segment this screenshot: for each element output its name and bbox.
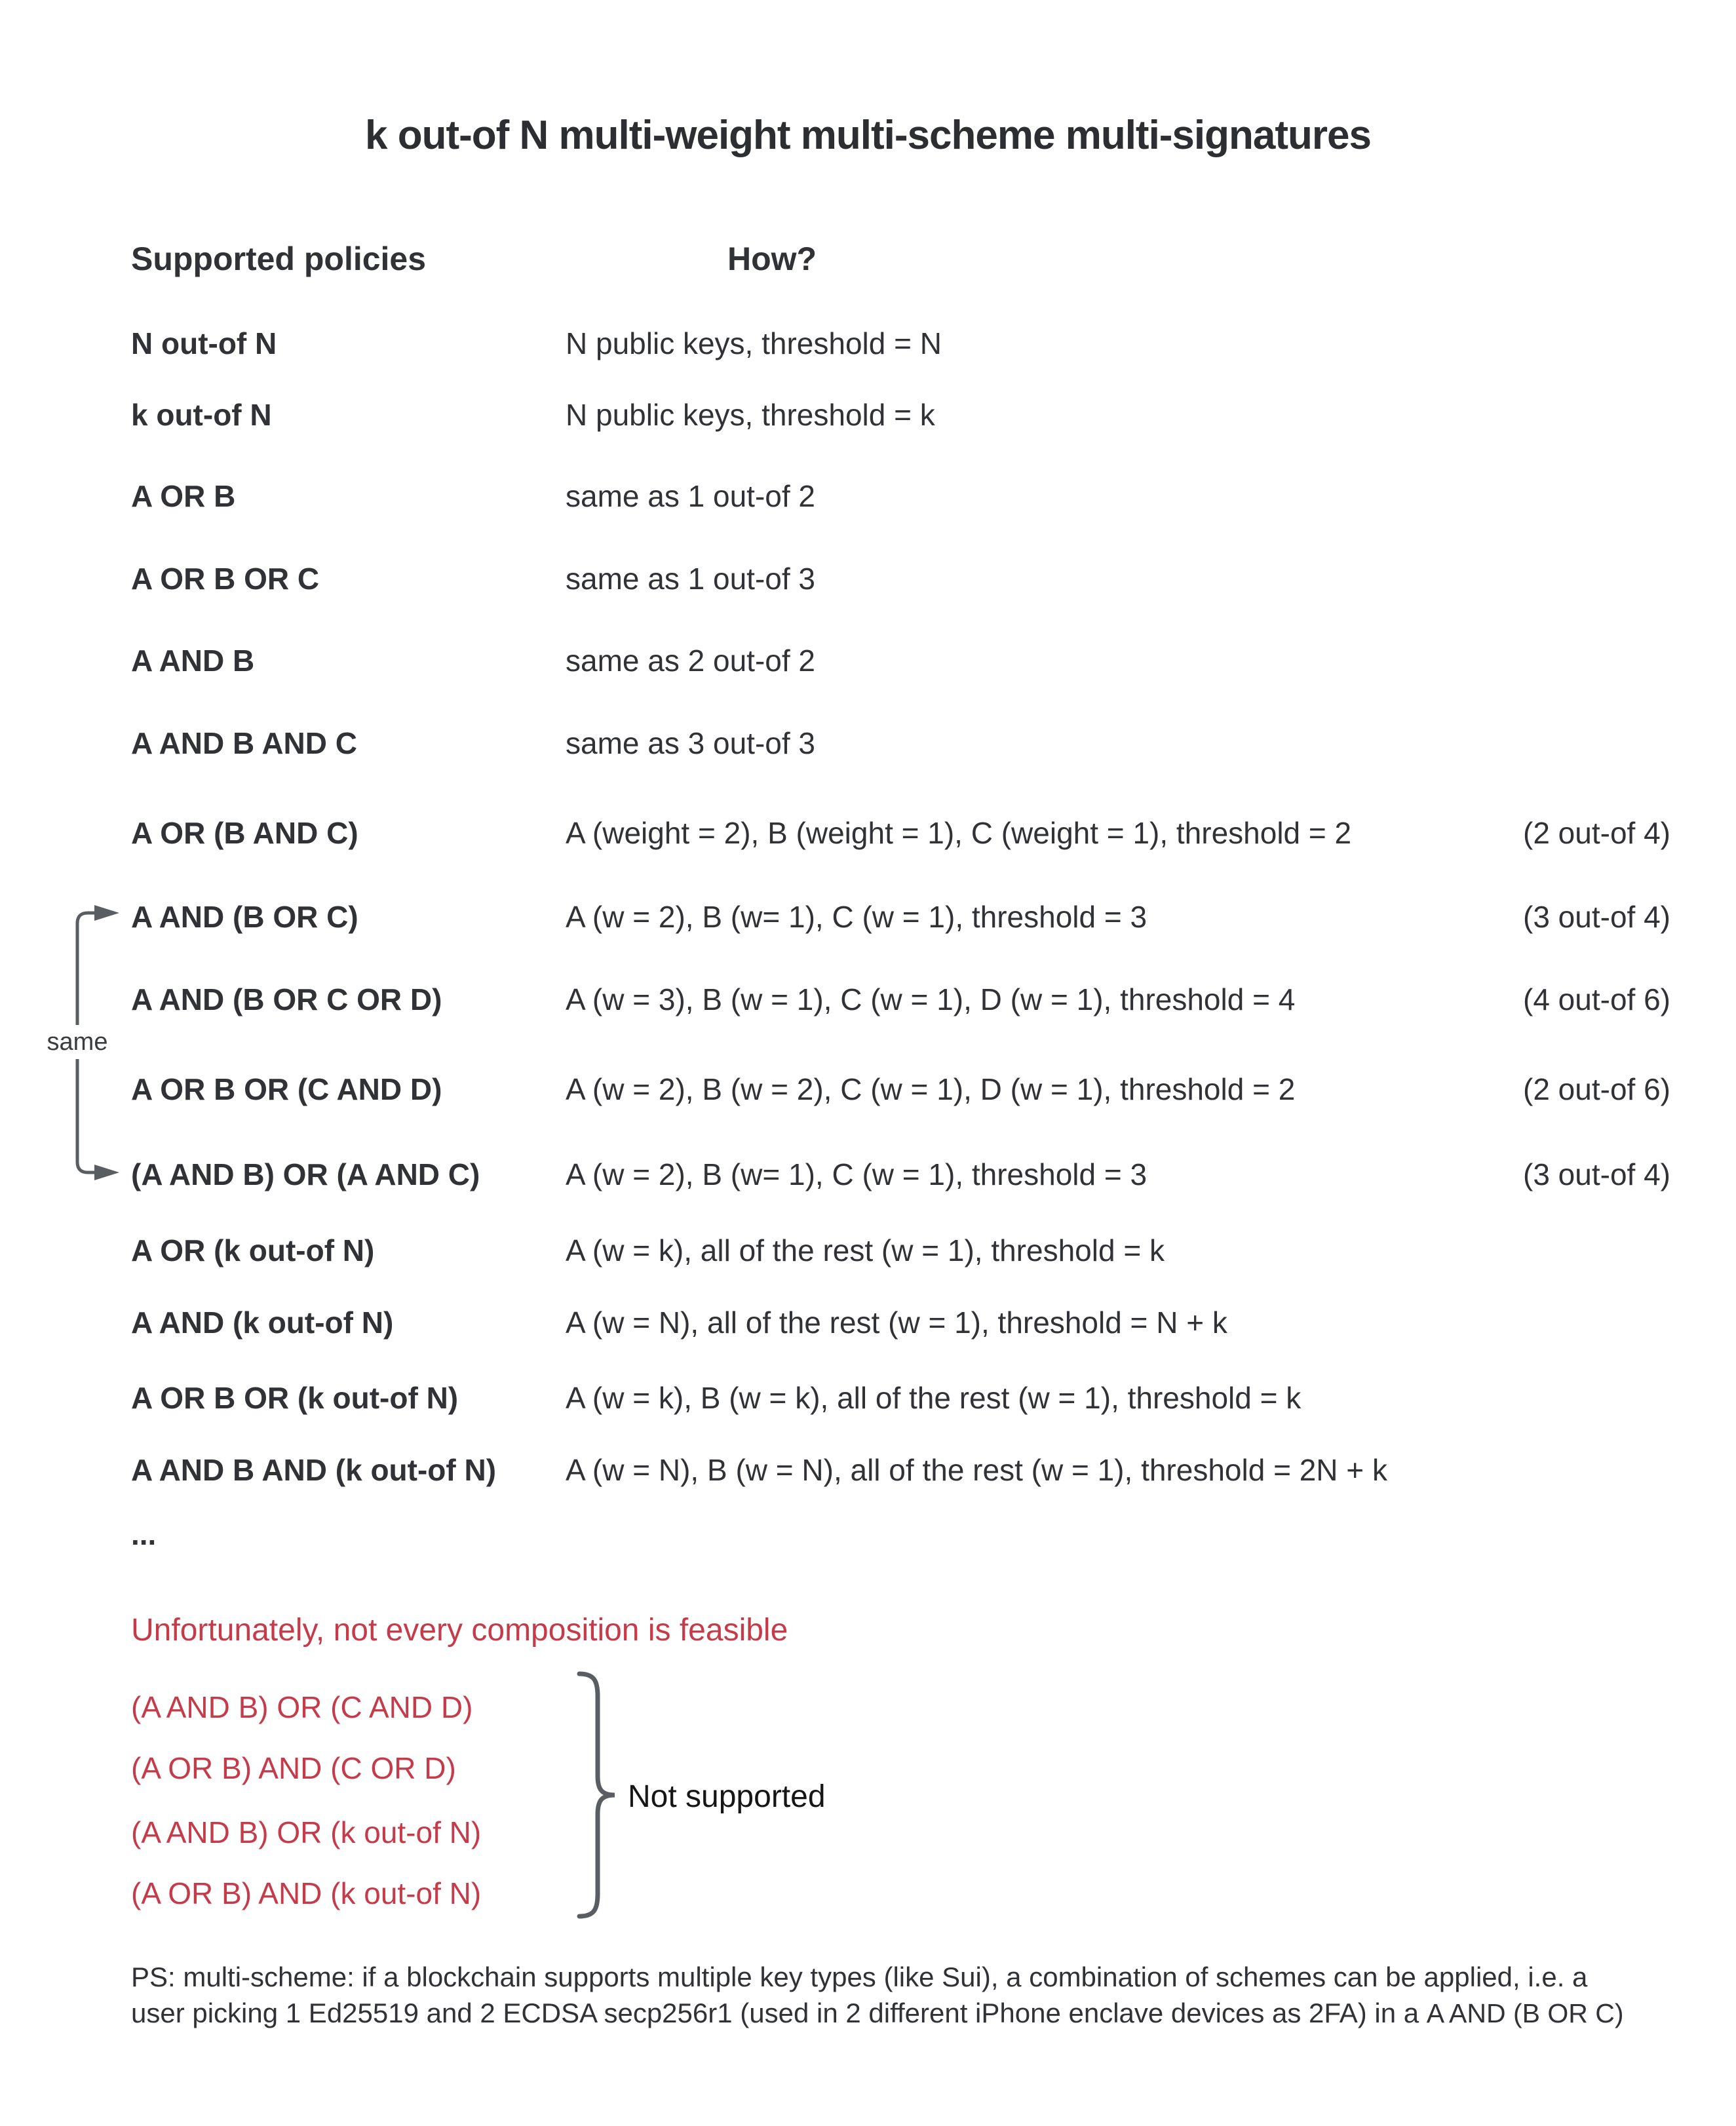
column-header-how: How? xyxy=(727,241,817,277)
how-cell: A (w = 3), B (w = 1), C (w = 1), D (w = 1), threshold = 4 xyxy=(566,982,1296,1016)
table-row xyxy=(0,815,1736,851)
policy-cell: A OR (k out-of N) xyxy=(131,1233,375,1267)
equivalent-threshold-cell: (4 out-of 6) xyxy=(1523,982,1670,1016)
table-row xyxy=(0,642,1736,679)
how-cell: A (w = N), all of the rest (w = 1), threshold = N + k xyxy=(566,1305,1227,1340)
table-row xyxy=(0,1232,1736,1269)
how-cell: A (w = N), B (w = N), all of the rest (w = 1), threshold = 2N + k xyxy=(566,1453,1387,1487)
how-cell: A (w = 2), B (w= 1), C (w = 1), threshold = 3 xyxy=(566,1157,1148,1191)
how-cell: N public keys, threshold = k xyxy=(566,398,935,432)
table-row xyxy=(0,1304,1736,1341)
table-row xyxy=(0,478,1736,514)
policy-cell: k out-of N xyxy=(131,398,272,432)
table-row xyxy=(0,1380,1736,1416)
column-header-supported-policies: Supported policies xyxy=(131,241,427,277)
how-cell: same as 2 out-of 2 xyxy=(566,644,815,678)
policy-cell: N out-of N xyxy=(131,326,277,360)
table-row xyxy=(0,1156,1736,1193)
infeasible-item: (A OR B) AND (k out-of N) xyxy=(131,1876,482,1910)
policy-cell: A AND (k out-of N) xyxy=(131,1305,394,1340)
how-cell: N public keys, threshold = N xyxy=(566,326,942,360)
equivalent-threshold-cell: (3 out-of 4) xyxy=(1523,1157,1670,1191)
policy-cell: A OR B OR (C AND D) xyxy=(131,1072,442,1106)
equivalent-threshold-cell: (2 out-of 4) xyxy=(1523,816,1670,850)
how-cell: same as 3 out-of 3 xyxy=(566,726,815,760)
table-row xyxy=(0,981,1736,1018)
page-title: k out-of N multi-weight multi-scheme multi-signatures xyxy=(365,113,1371,158)
table-row xyxy=(0,1071,1736,1108)
same-label: same xyxy=(38,1025,117,1059)
policy-cell: A OR B OR (k out-of N) xyxy=(131,1381,459,1415)
how-cell: A (w = 2), B (w= 1), C (w = 1), threshold = 3 xyxy=(566,900,1148,934)
policy-cell: A OR B OR C xyxy=(131,562,320,596)
table-ellipsis: ... xyxy=(131,1517,157,1551)
infeasible-item: (A AND B) OR (C AND D) xyxy=(131,1690,473,1724)
how-cell: A (w = k), B (w = k), all of the rest (w = 1), threshold = k xyxy=(566,1381,1302,1415)
infeasible-heading: Unfortunately, not every composition is feasible xyxy=(131,1613,788,1648)
policy-cell: A OR (B AND C) xyxy=(131,816,358,850)
table-row xyxy=(0,325,1736,362)
table-row xyxy=(0,560,1736,597)
how-cell: A (w = 2), B (w = 2), C (w = 1), D (w = 1), threshold = 2 xyxy=(566,1072,1296,1106)
ps-note xyxy=(131,1959,1625,2032)
policy-cell: A AND B xyxy=(131,644,255,678)
policy-cell: (A AND B) OR (A AND C) xyxy=(131,1157,480,1191)
equivalent-threshold-cell: (2 out-of 6) xyxy=(1523,1072,1670,1106)
table-row xyxy=(0,396,1736,433)
how-cell: A (weight = 2), B (weight = 1), C (weight = 1), threshold = 2 xyxy=(566,816,1352,850)
policy-cell: A AND (B OR C OR D) xyxy=(131,982,442,1016)
how-cell: same as 1 out-of 2 xyxy=(566,479,815,513)
infeasible-item: (A OR B) AND (C OR D) xyxy=(131,1751,456,1785)
policy-cell: A AND B AND (k out-of N) xyxy=(131,1453,497,1487)
how-cell: same as 1 out-of 3 xyxy=(566,562,815,596)
table-row xyxy=(0,1452,1736,1488)
equivalent-threshold-cell: (3 out-of 4) xyxy=(1523,900,1670,934)
ps-note-text: PS: multi-scheme: if a blockchain supports multiple key types (like Sui), a combination of schemes can be applied, i.e. a user picking 1 Ed25519 and 2 ECDSA secp256r1 (used in 2 different iPhone enclave devices as 2FA) in a xyxy=(131,1962,1588,2028)
ps-note-policy: A AND (B OR C) xyxy=(1426,1998,1624,2028)
policy-cell: A OR B xyxy=(131,479,236,513)
policy-cell: A AND (B OR C) xyxy=(131,900,358,934)
infeasible-item: (A AND B) OR (k out-of N) xyxy=(131,1815,482,1849)
table-row xyxy=(0,725,1736,762)
policy-cell: A AND B AND C xyxy=(131,726,357,760)
curly-brace-icon xyxy=(571,1670,624,1920)
not-supported-label: Not supported xyxy=(628,1779,826,1814)
how-cell: A (w = k), all of the rest (w = 1), threshold = k xyxy=(566,1233,1165,1267)
table-row xyxy=(0,899,1736,935)
